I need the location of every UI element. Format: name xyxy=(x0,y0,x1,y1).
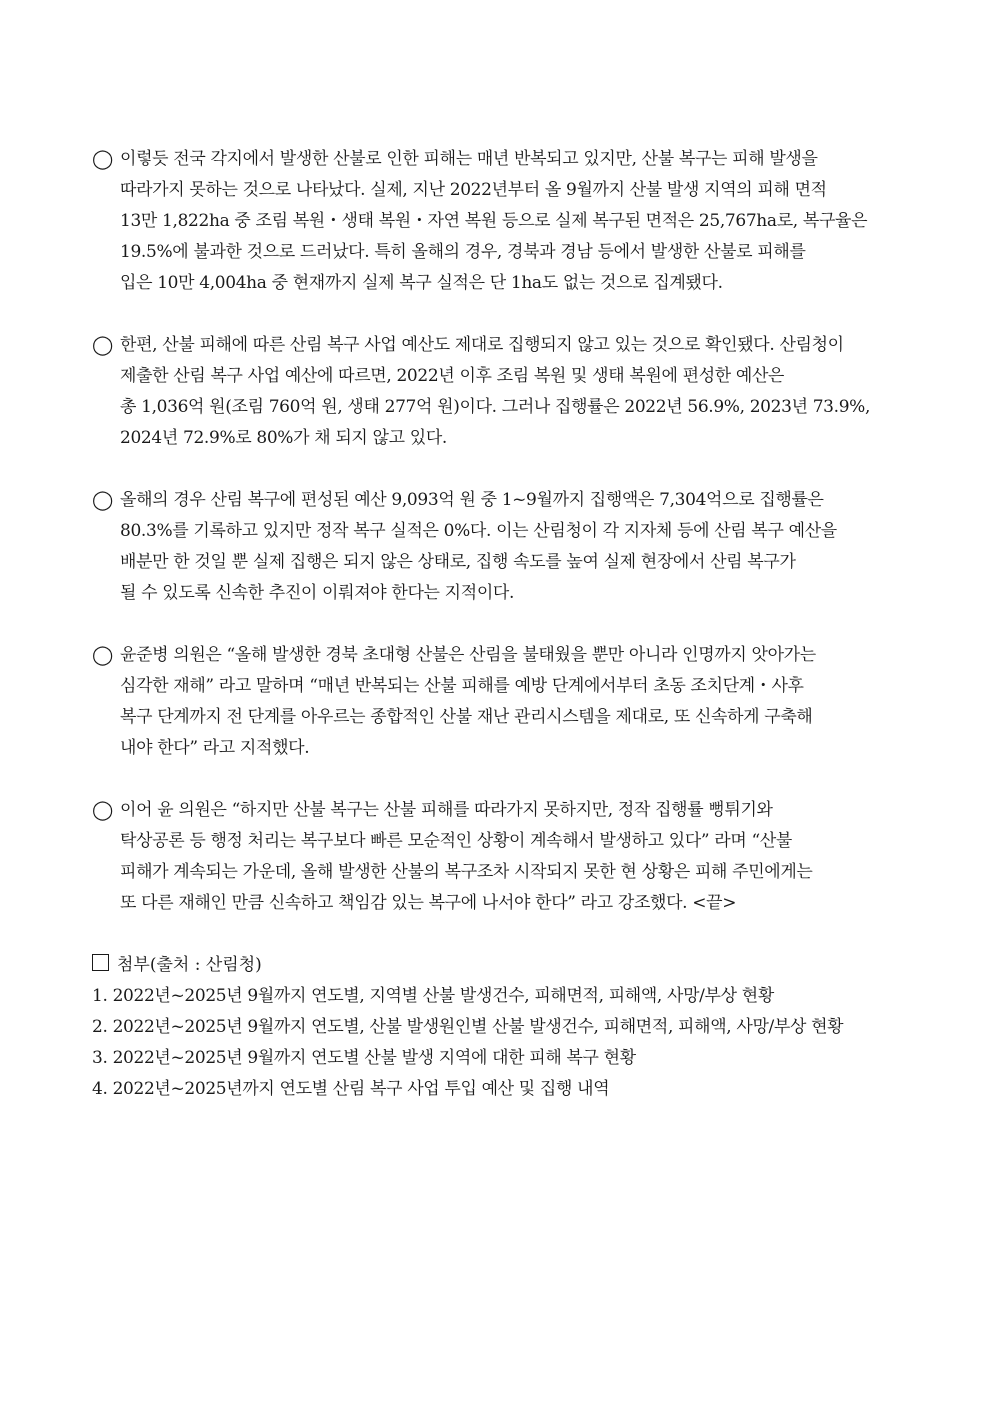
paragraph-line: 또 다른 재해인 만큼 신속하고 책임감 있는 복구에 나서야 한다” 라고 강조했다. <끝> xyxy=(120,893,737,913)
paragraph-line: 이어 윤 의원은 “하지만 산불 복구는 산불 피해를 따라가지 못하지만, 정작 집행률 뻥튀기와 xyxy=(120,800,773,820)
paragraph-line: 탁상공론 등 행정 처리는 복구보다 빠른 모순적인 상황이 계속해서 발생하고 있다” 라며 “산불 xyxy=(120,831,792,851)
attachments-heading: 첨부(출처 : 산림청) xyxy=(117,955,262,975)
paragraph-wildfire-recovery-rate xyxy=(92,144,904,299)
paragraph-line: 한편, 산불 피해에 따른 산림 복구 사업 예산도 제대로 집행되지 않고 있는 것으로 확인됐다. 산림청이 xyxy=(120,335,844,355)
paragraph-line: 80.3%를 기록하고 있지만 정작 복구 실적은 0%다. 이는 산림청이 각 지자체 등에 산림 복구 예산을 xyxy=(120,521,837,541)
circle-bullet-icon: ◯ xyxy=(92,148,114,170)
paragraph-line: 복구 단계까지 전 단계를 아우르는 종합적인 산불 재난 관리시스템을 제대로, 또 신속하게 구축해 xyxy=(120,707,813,727)
paragraph-lawmaker-statement xyxy=(92,640,904,764)
paragraph-line: 2024년 72.9%로 80%가 채 되지 않고 있다. xyxy=(120,428,447,448)
paragraph-line: 배분만 한 것일 뿐 실제 집행은 되지 않은 상태로, 집행 속도를 높여 실제 현장에서 산림 복구가 xyxy=(120,552,796,572)
paragraph-line: 따라가지 못하는 것으로 나타났다. 실제, 지난 2022년부터 올 9월까지 산불 발생 지역의 피해 면적 xyxy=(120,180,827,200)
circle-bullet-icon: ◯ xyxy=(92,799,114,821)
attachment-item: 4. 2022년~2025년까지 연도별 산림 복구 사업 투입 예산 및 집행 내역 xyxy=(92,1079,610,1099)
paragraph-line: 올해의 경우 산림 복구에 편성된 예산 9,093억 원 중 1~9월까지 집행액은 7,304억으로 집행률은 xyxy=(120,490,824,510)
paragraph-lawmaker-emphasis xyxy=(92,795,904,919)
attachment-item: 2. 2022년~2025년 9월까지 연도별, 산불 발생원인별 산불 발생건수, 피해면적, 피해액, 사망/부상 현황 xyxy=(92,1017,844,1037)
paragraph-line: 심각한 재해” 라고 말하며 “매년 반복되는 산불 피해를 예방 단계에서부터 초동 조치단계・사후 xyxy=(120,676,804,696)
paragraph-line: 윤준병 의원은 “올해 발생한 경북 초대형 산불은 산림을 불태웠을 뿐만 아니라 인명까지 앗아가는 xyxy=(120,645,816,665)
paragraph-line: 13만 1,822ha 중 조림 복원・생태 복원・자연 복원 등으로 실제 복구된 면적은 25,767ha로, 복구율은 xyxy=(120,211,868,231)
paragraph-line: 입은 10만 4,004ha 중 현재까지 실제 복구 실적은 단 1ha도 없는 것으로 집계됐다. xyxy=(120,273,723,293)
paragraph-line: 내야 한다” 라고 지적했다. xyxy=(120,738,310,758)
attachments-section xyxy=(92,950,904,1105)
attachment-item: 1. 2022년~2025년 9월까지 연도별, 지역별 산불 발생건수, 피해면적, 피해액, 사망/부상 현황 xyxy=(92,986,774,1006)
paragraph-line: 될 수 있도록 신속한 추진이 이뤄져야 한다는 지적이다. xyxy=(120,583,515,603)
circle-bullet-icon: ◯ xyxy=(92,334,114,356)
checkbox-icon xyxy=(92,954,109,971)
paragraph-line: 이렇듯 전국 각지에서 발생한 산불로 인한 피해는 매년 반복되고 있지만, 산불 복구는 피해 발생을 xyxy=(120,149,818,169)
paragraph-line: 제출한 산림 복구 사업 예산에 따르면, 2022년 이후 조림 복원 및 생태 복원에 편성한 예산은 xyxy=(120,366,785,386)
circle-bullet-icon: ◯ xyxy=(92,644,114,666)
attachments-heading-row xyxy=(92,950,904,981)
paragraph-line: 총 1,036억 원(조림 760억 원, 생태 277억 원)이다. 그러나 집행률은 2022년 56.9%, 2023년 73.9%, xyxy=(120,397,871,417)
paragraph-line: 19.5%에 불과한 것으로 드러났다. 특히 올해의 경우, 경북과 경남 등에서 발생한 산불로 피해를 xyxy=(120,242,806,262)
circle-bullet-icon: ◯ xyxy=(92,489,114,511)
attachment-item: 3. 2022년~2025년 9월까지 연도별 산불 발생 지역에 대한 피해 복구 현황 xyxy=(92,1048,636,1068)
paragraph-budget-execution xyxy=(92,330,904,454)
paragraph-line: 피해가 계속되는 가운데, 올해 발생한 산불의 복구조차 시작되지 못한 현 상황은 피해 주민에게는 xyxy=(120,862,813,882)
paragraph-this-year-budget xyxy=(92,485,904,609)
